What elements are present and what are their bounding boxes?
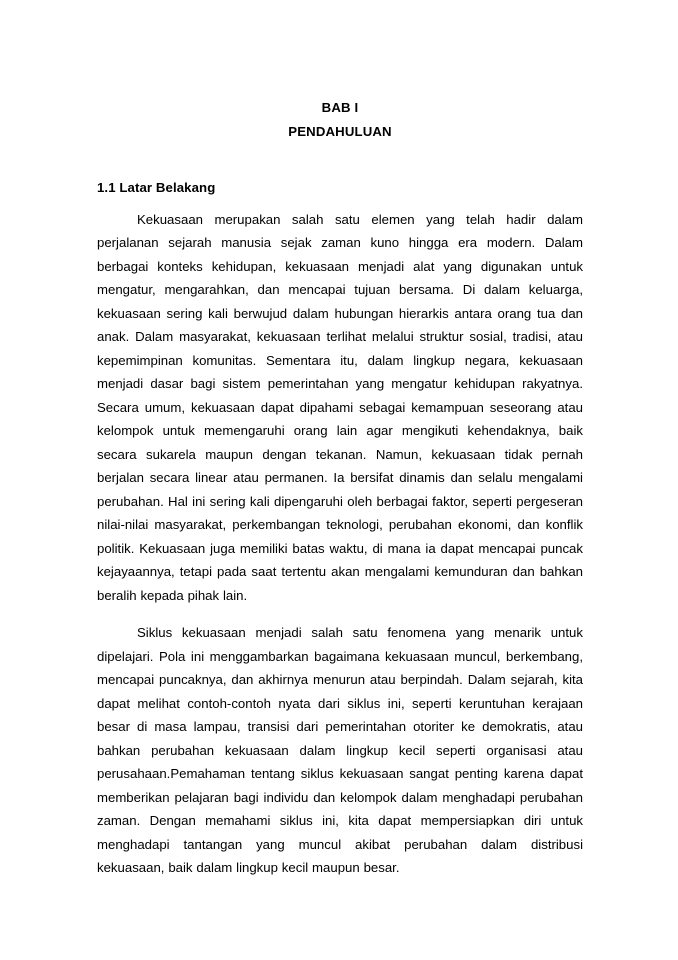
body-paragraph: Kekuasaan merupakan salah satu elemen yang telah hadir dalam perjalanan sejarah manusia sejak zaman kuno hingga era modern. Dalam berbagai konteks kehidupan, kekuasaan menjadi alat yang digunakan untuk mengatur, mengarahkan, dan mencapai tujuan bersama. Di dalam keluarga, kekuasaan sering kali berwujud dalam hubungan hierarkis antara orang tua dan anak. Dalam masyarakat, kekuasaan terlihat melalui struktur sosial, tradisi, atau kepemimpinan komunitas. Sementara itu, dalam lingkup negara, kekuasaan menjadi dasar bagi sistem pemerintahan yang mengatur kehidupan rakyatnya. Secara umum, kekuasaan dapat dipahami sebagai kemampuan seseorang atau kelompok untuk memengaruhi orang lain agar mengikuti kehendaknya, baik secara sukarela maupun dengan tekanan. Namun, kekuasaan tidak pernah berjalan secara linear atau permanen. Ia bersifat dinamis dan selalu mengalami perubahan. Hal ini sering kali dipengaruhi oleh berbagai faktor, seperti pergeseran nilai-nilai masyarakat, perkembangan teknologi, perubahan ekonomi, dan konflik politik. Kekuasaan juga memiliki batas waktu, di mana ia dapat mencapai puncak kejayaannya, tetapi pada saat tertentu akan mengalami kemunduran dan bahkan beralih kepada pihak lain. <box>97 211 583 603</box>
page-content-area <box>97 96 583 880</box>
body-paragraph: Siklus kekuasaan menjadi salah satu fenomena yang menarik untuk dipelajari. Pola ini menggambarkan bagaimana kekuasaan muncul, berkembang, mencapai puncaknya, dan akhirnya menurun atau berpindah. Dalam sejarah, kita dapat melihat contoh-contoh nyata dari siklus ini, seperti keruntuhan kerajaan besar di masa lampau, transisi dari pemerintahan otoriter ke demokratis, atau bahkan perubahan kekuasaan dalam lingkup kecil seperti organisasi atau perusahaan.Pemahaman tentang siklus kekuasaan sangat penting karena dapat memberikan pelajaran bagi individu dan kelompok dalam menghadapi perubahan zaman. Dengan memahami siklus ini, kita dapat mempersiapkan diri untuk menghadapi tantangan yang muncul akibat perubahan dalam distribusi kekuasaan, baik dalam lingkup kecil maupun besar. <box>97 625 583 875</box>
section-heading-latar-belakang: 1.1 Latar Belakang <box>97 180 216 195</box>
document-title: PENDAHULUAN <box>288 123 392 139</box>
chapter-heading: BAB I <box>321 100 359 115</box>
